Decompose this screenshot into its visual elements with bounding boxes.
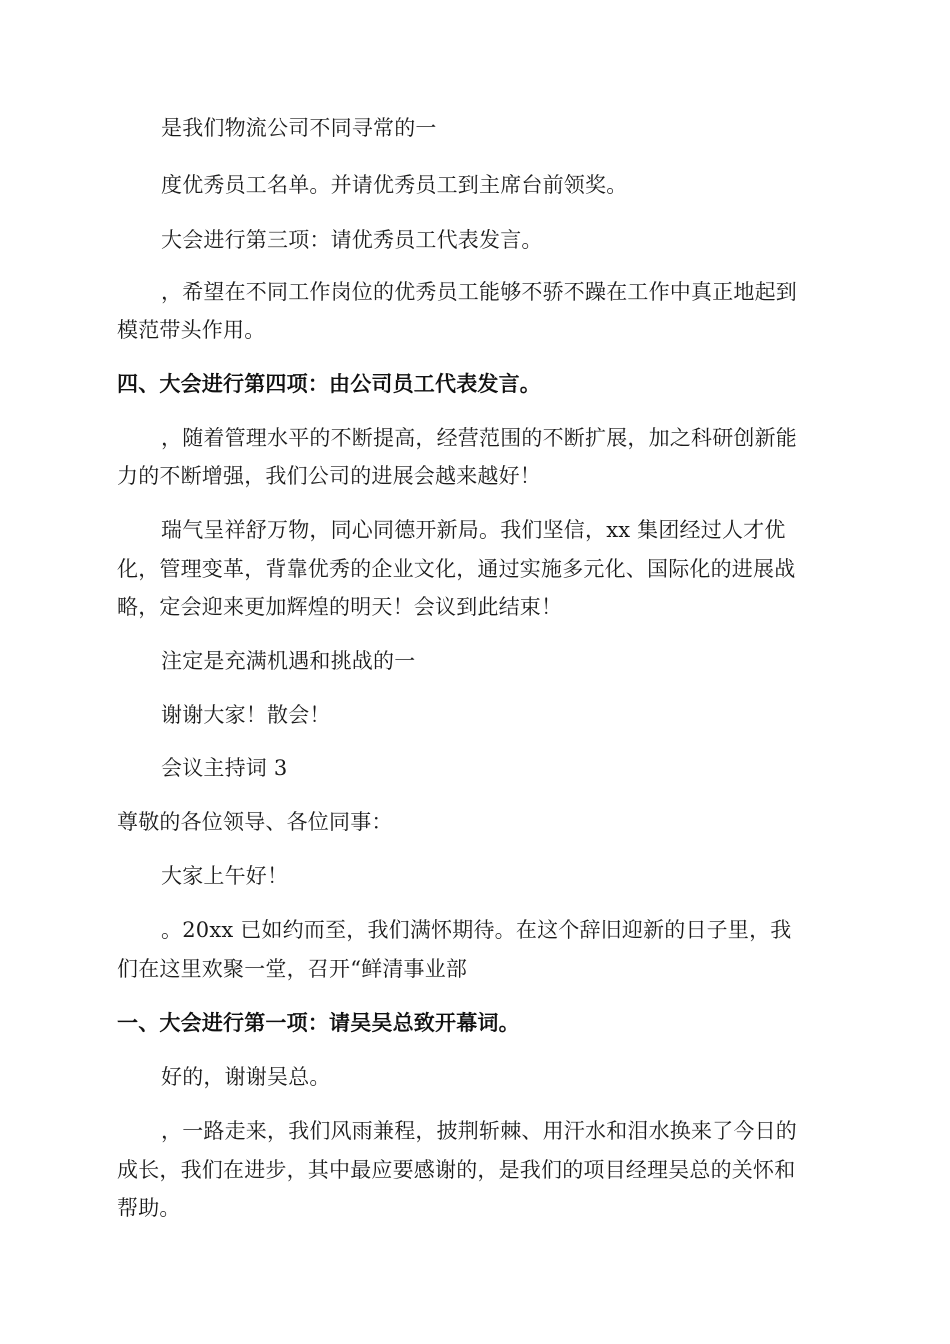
paragraph-line: 谢谢大家！散会！ — [161, 703, 331, 727]
paragraph-line: 帮助。 — [117, 1196, 181, 1220]
paragraph-line: ，一路走来，我们风雨兼程，披荆斩棘、用汗水和泪水换来了今日的 — [161, 1119, 797, 1143]
paragraph-line: 。20xx 已如约而至，我们满怀期待。在这个辞旧迎新的日子里，我 — [161, 918, 792, 942]
salutation: 尊敬的各位领导、各位同事： — [117, 810, 393, 834]
section-title: 会议主持词 3 — [161, 756, 288, 780]
paragraph-line: 们在这里欢聚一堂，召开“鲜清事业部 — [117, 957, 468, 981]
greeting: 大家上午好！ — [161, 864, 289, 888]
paragraph-line: 力的不断增强，我们公司的进展会越来越好！ — [117, 464, 541, 488]
paragraph-line: 好的，谢谢吴总。 — [161, 1065, 331, 1089]
section-heading: 一、大会进行第一项：请吴吴总致开幕词。 — [117, 1011, 520, 1035]
paragraph-line: 略，定会迎来更加辉煌的明天！会议到此结束！ — [117, 595, 563, 619]
paragraph-line: 大会进行第三项：请优秀员工代表发言。 — [161, 228, 543, 252]
paragraph-line: 注定是充满机遇和挑战的一 — [161, 649, 416, 673]
paragraph-line: ，随着管理水平的不断提高，经营范围的不断扩展，加之科研创新能 — [161, 426, 797, 450]
paragraph-line: 模范带头作用。 — [117, 318, 266, 342]
paragraph-line: 成长，我们在进步，其中最应要感谢的，是我们的项目经理吴总的关怀和 — [117, 1158, 796, 1182]
paragraph-line: ，希望在不同工作岗位的优秀员工能够不骄不躁在工作中真正地起到 — [161, 280, 797, 304]
section-heading: 四、大会进行第四项：由公司员工代表发言。 — [117, 372, 541, 396]
paragraph-line: 是我们物流公司不同寻常的一 — [161, 116, 437, 140]
paragraph-line: 化，管理变革，背靠优秀的企业文化，通过实施多元化、国际化的进展战 — [117, 557, 796, 581]
paragraph-line: 度优秀员工名单。并请优秀员工到主席台前领奖。 — [161, 173, 628, 197]
paragraph-line: 瑞气呈祥舒万物，同心同德开新局。我们坚信，xx 集团经过人才优 — [161, 518, 786, 542]
